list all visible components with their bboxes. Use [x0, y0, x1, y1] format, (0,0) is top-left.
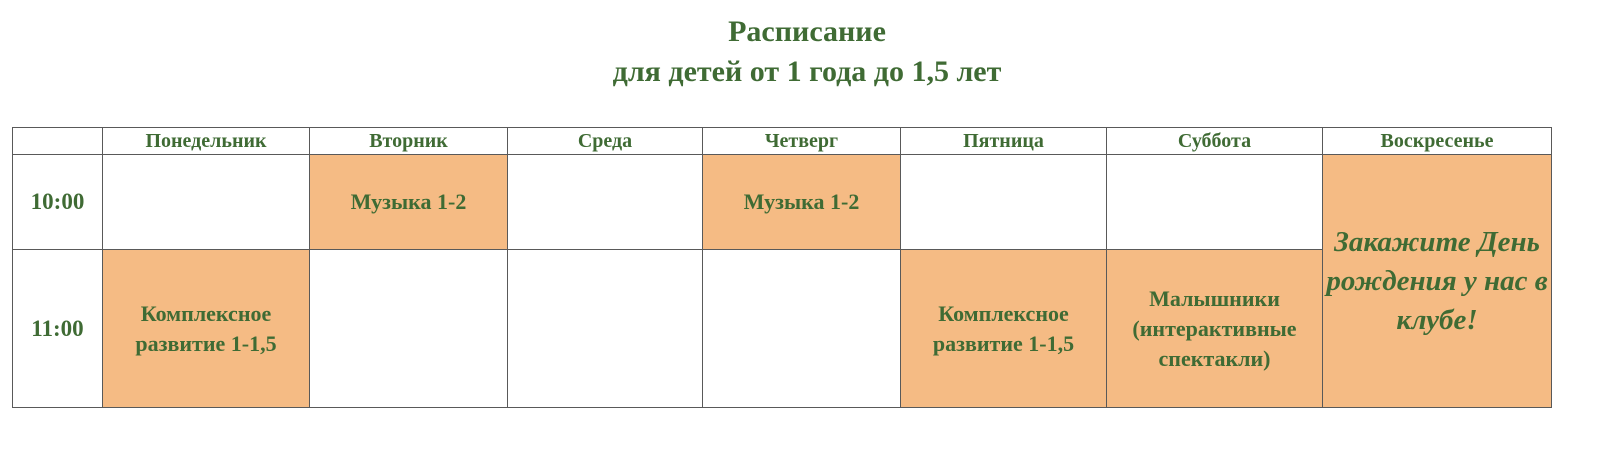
day-header-monday: Понедельник [103, 128, 310, 155]
class-cell-fri-1100: Комплексное развитие 1-1,5 [901, 250, 1107, 408]
class-cell-sat-1000 [1107, 155, 1323, 250]
time-row-1100 [13, 250, 1552, 408]
time-cell: 11:00 [13, 250, 103, 408]
class-cell-tue-1000: Музыка 1-2 [310, 155, 508, 250]
header-row [13, 128, 1552, 155]
title-line-2: для детей от 1 года до 1,5 лет [612, 55, 1002, 88]
schedule-table [12, 127, 1552, 408]
day-header-friday: Пятница [901, 128, 1107, 155]
schedule-title [0, 12, 1614, 92]
class-cell-mon-1000 [103, 155, 310, 250]
class-cell-tue-1100 [310, 250, 508, 408]
class-cell-thu-1100 [703, 250, 901, 408]
corner-cell [13, 128, 103, 155]
class-cell-sat-1100: Малышники (интерактивные спектакли) [1107, 250, 1323, 408]
class-cell-thu-1000: Музыка 1-2 [703, 155, 901, 250]
birthday-promo-cell: Закажите День рождения у нас в клубе! [1323, 155, 1552, 408]
day-header-tuesday: Вторник [310, 128, 508, 155]
class-cell-wed-1100 [508, 250, 703, 408]
class-cell-wed-1000 [508, 155, 703, 250]
class-cell-fri-1000 [901, 155, 1107, 250]
day-header-saturday: Суббота [1107, 128, 1323, 155]
class-cell-mon-1100: Комплексное развитие 1-1,5 [103, 250, 310, 408]
day-header-sunday: Воскресенье [1323, 128, 1552, 155]
time-cell: 10:00 [13, 155, 103, 250]
time-row-1000 [13, 155, 1552, 250]
day-header-thursday: Четверг [703, 128, 901, 155]
day-header-wednesday: Среда [508, 128, 703, 155]
title-line-1: Расписание [728, 15, 886, 48]
